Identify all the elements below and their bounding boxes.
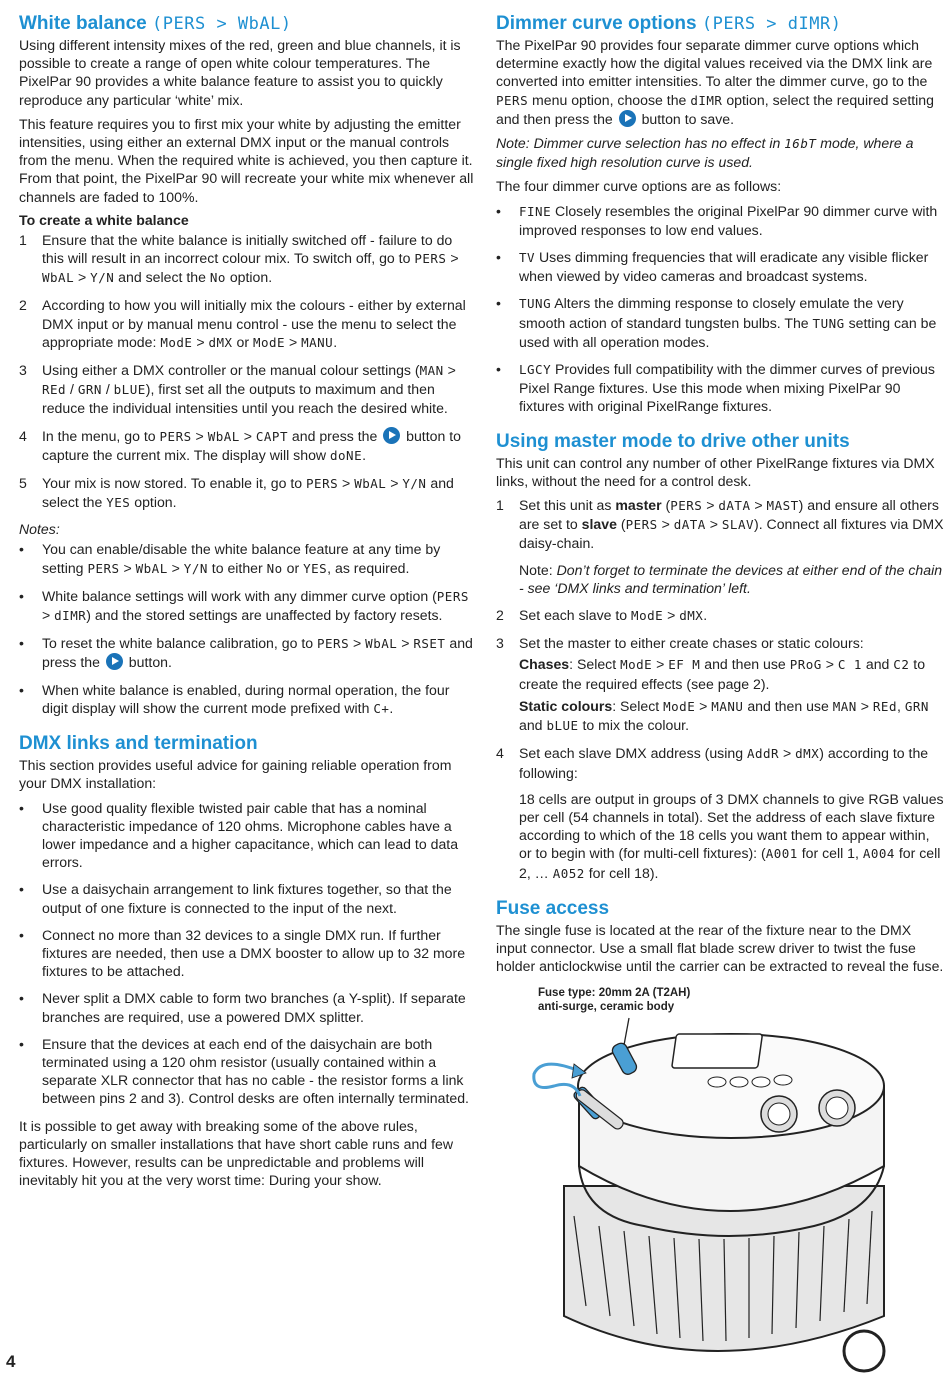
address-explanation: 18 cells are output in groups of 3 DMX channels to give RGB values per cell (54 channels in total). Set the address of each slave fixture according to which of the 18 cells you want them to appear within, or to begin with (for multi-cell fixtures): (A001 for cell 1, A004 for cell 2, … A052 for cell 18). bbox=[519, 790, 944, 881]
fuse-access-text: The single fuse is located at the rear of the fixture near to the DMX input connector. Use a small flat blade screw driver to twist the fuse holder anticlockwise until the carrier can be extracted to reveal the fuse. bbox=[496, 921, 944, 975]
step-4: 4 In the menu, go to PERS > WbAL > CAPT and press the button to capture the current mix. The display will show doNE. bbox=[19, 427, 461, 463]
dmx-bullet-3: • Connect no more than 32 devices to a single DMX run. If further fixtures are needed, then use a DMX booster to allow up to 32 more fixtures to be attached. bbox=[19, 926, 466, 980]
curve-lgcy: • LGCY Provides full compatibility with the dimmer curves of previous Pixel Range fixtures. Use this mode when mixing PixelPar 90 fixtures with original PixelRange fixtures. bbox=[496, 361, 935, 415]
dimmer-curve-list-intro: The four dimmer curve options are as follows: bbox=[496, 178, 782, 195]
step-2: 2 According to how you will initially mix the colours - either by external DMX input or by manual menu control - use the menu to select the appropriate mode: ModE > dMX or ModE > MANU. bbox=[19, 297, 466, 350]
white-balance-heading: White balance (PERS > WbAL) bbox=[19, 13, 292, 34]
dimmer-curve-heading: Dimmer curve options (PERS > dIMR) bbox=[496, 13, 842, 34]
fuse-figure-label: Fuse type: 20mm 2A (T2AH) anti-surge, ceramic body bbox=[538, 987, 691, 1013]
curve-tung: • TUNG Alters the dimming response to closely emulate the very smooth action of standard tungsten bulbs. The TUNG setting can be used with all operation modes. bbox=[496, 295, 937, 350]
dmx-bullet-1: • Use good quality flexible twisted pair cable that has a nominal characteristic impedance of 120 ohms. Microphone cables have a lower impedance and a higher capacitance, which can lead to data errors. bbox=[19, 799, 459, 871]
note-1: • You can enable/disable the white balance feature at any time by setting PERS > WbAL > Y/N to either No or YES, as required. bbox=[19, 541, 441, 576]
fixture-body-icon bbox=[564, 1034, 884, 1371]
dmx-links-heading: DMX links and termination bbox=[19, 733, 258, 755]
play-button-icon bbox=[106, 653, 123, 670]
white-balance-steps bbox=[19, 231, 474, 513]
master-mode-intro: This unit can control any number of other PixelRange fixtures via DMX links, without the need for a control desk. bbox=[496, 454, 935, 489]
step-3: 3 Using either a DMX controller or the manual colour settings (MAN > REd / GRN / bLUE), first set all the outputs to maximum and then reduce the individual intensities until you reach the desired white. bbox=[19, 362, 456, 417]
master-step-4: 4 Set each slave DMX address (using AddR > dMX) according to the following: 18 cells are output in groups of 3 DMX channels to give RGB values per cell (54 channels in total). Set the address of each slave fixture according to which of the 18 cells you want them to appear within, or to begin with (for multi-cell fixtures): (A001 for cell 1, A004 for cell 2, … A052 for cell 18). bbox=[496, 744, 944, 882]
note-2: • White balance settings will work with any dimmer curve option (PERS > dIMR) and the stored settings are unaffected by factory resets. bbox=[19, 587, 469, 624]
white-balance-intro: Using different intensity mixes of the red, green and blue channels, it is possible to create a range of open white colour temperatures. The PixelPar 90 provides a white balance feature to assist you to quickly reproduce any particular ‘white’ mix. bbox=[19, 37, 461, 108]
master-mode-heading: Using master mode to drive other units bbox=[496, 430, 850, 452]
step-1: 1 Ensure that the white balance is initially switched off - failure to do this will result in an incorrect colour mix. To switch off, go to PERS > WbAL > Y/N and select the No option. bbox=[19, 231, 459, 286]
dmx-bullet-5: • Ensure that the devices at each end of the daisychain are both terminated using a 120 ohm resistor (usually contained within a separate XLR connector that has no cable - the resistor forms a link between pins 2 and 3). Control desks are often internally terminated. bbox=[19, 1035, 469, 1107]
static-colours-setting: Static colours: Select ModE > MANU and then use MAN > REd, GRN and bLUE to mix the colour. bbox=[519, 697, 929, 734]
play-button-icon bbox=[383, 427, 400, 444]
master-step-1: 1 Set this unit as master (PERS > dATA > MAST) and ensure all others are set to slave (PERS > dATA > SLAV). Connect all fixtures via DMX daisy-chain. Note: Don’t forget to terminate the devices at either end of the chain - see ‘DMX links and termination’ left. bbox=[496, 497, 944, 596]
dmx-links-closing: It is possible to get away with breaking some of the above rules, particularly on smaller installations that have short cable runs and few fixtures. However, results can be unpredictable and problems will inevitably hit you at the very worst time: During your show. bbox=[19, 1117, 453, 1189]
master-step-1-note: Note: Don’t forget to terminate the devices at either end of the chain - see ‘DMX links and termination’ left. bbox=[519, 561, 943, 596]
fixture-illustration bbox=[524, 1016, 900, 1376]
create-white-balance-subheading: To create a white balance bbox=[19, 211, 189, 228]
chases-setting: Chases: Select ModE > EF M and then use PRoG > C 1 and C2 to create the required effects (see page 2). bbox=[519, 656, 926, 692]
note-3: • To reset the white balance calibration, go to PERS > WbAL > RSET and press the button. bbox=[19, 635, 473, 671]
white-balance-requirements: This feature requires you to first mix your white by adjusting the emitter intensities, using either an external DMX input or the manual controls from the menu. When the required white is achieved, you then capture it. From that point, the PixelPar 90 will recreate your white mix whenever all channels are faded to 100%. bbox=[19, 115, 474, 205]
dmx-links-bullets bbox=[19, 799, 474, 1108]
dmx-links-intro: This section provides useful advice for gaining reliable operation from your DMX installation: bbox=[19, 757, 452, 792]
step-5: 5 Your mix is now stored. To enable it, go to PERS > WbAL > Y/N and select the YES option. bbox=[19, 475, 454, 511]
curve-tv: • TV Uses dimming frequencies that will eradicate any visible flicker when viewed by video cameras and broadcast systems. bbox=[496, 249, 929, 285]
page-number: 4 bbox=[6, 1352, 16, 1371]
dimmer-curve-options bbox=[496, 202, 944, 416]
play-button-icon bbox=[619, 110, 636, 127]
master-step-3: 3 Set the master to either create chases or static colours: Chases: Select ModE > EF M and then use PRoG > C 1 and C2 to create the required effects (see page 2). Static colours: Select ModE > MANU and then use MAN > REd, GRN and bLUE to mix the colour. bbox=[496, 634, 944, 735]
note-4: • When white balance is enabled, during normal operation, the four digit display will show the current mode prefixed with C+. bbox=[19, 681, 450, 716]
master-mode-steps bbox=[496, 496, 944, 883]
dmx-bullet-2: • Use a daisychain arrangement to link fixtures together, so that the output of one fixture is connected to the input of the next. bbox=[19, 881, 452, 916]
left-column bbox=[19, 12, 474, 1195]
curve-fine: • FINE Closely resembles the original PixelPar 90 dimmer curve with improved responses to low end values. bbox=[496, 202, 938, 238]
fuse-access-heading: Fuse access bbox=[496, 897, 610, 919]
dimmer-curve-note: Note: Dimmer curve selection has no effect in 16bT mode, where a single fixed high resolution curve is used. bbox=[496, 135, 914, 171]
notes-label: Notes: bbox=[19, 521, 60, 538]
dmx-bullet-4: • Never split a DMX cable to form two branches (a Y-split). If separate branches are required, use a powered DMX splitter. bbox=[19, 990, 466, 1025]
master-step-2: 2 Set each slave to ModE > dMX. bbox=[496, 607, 708, 624]
right-column bbox=[496, 12, 944, 981]
white-balance-notes bbox=[19, 540, 474, 718]
dimmer-curve-intro: The PixelPar 90 provides four separate dimmer curve options which determine exactly how the digital values received via the DMX link are converted into emitter intensities. To alter the dimmer curve, go to the PERS menu option, choose the dIMR option, select the required setting and then press the button to save. bbox=[496, 37, 934, 127]
